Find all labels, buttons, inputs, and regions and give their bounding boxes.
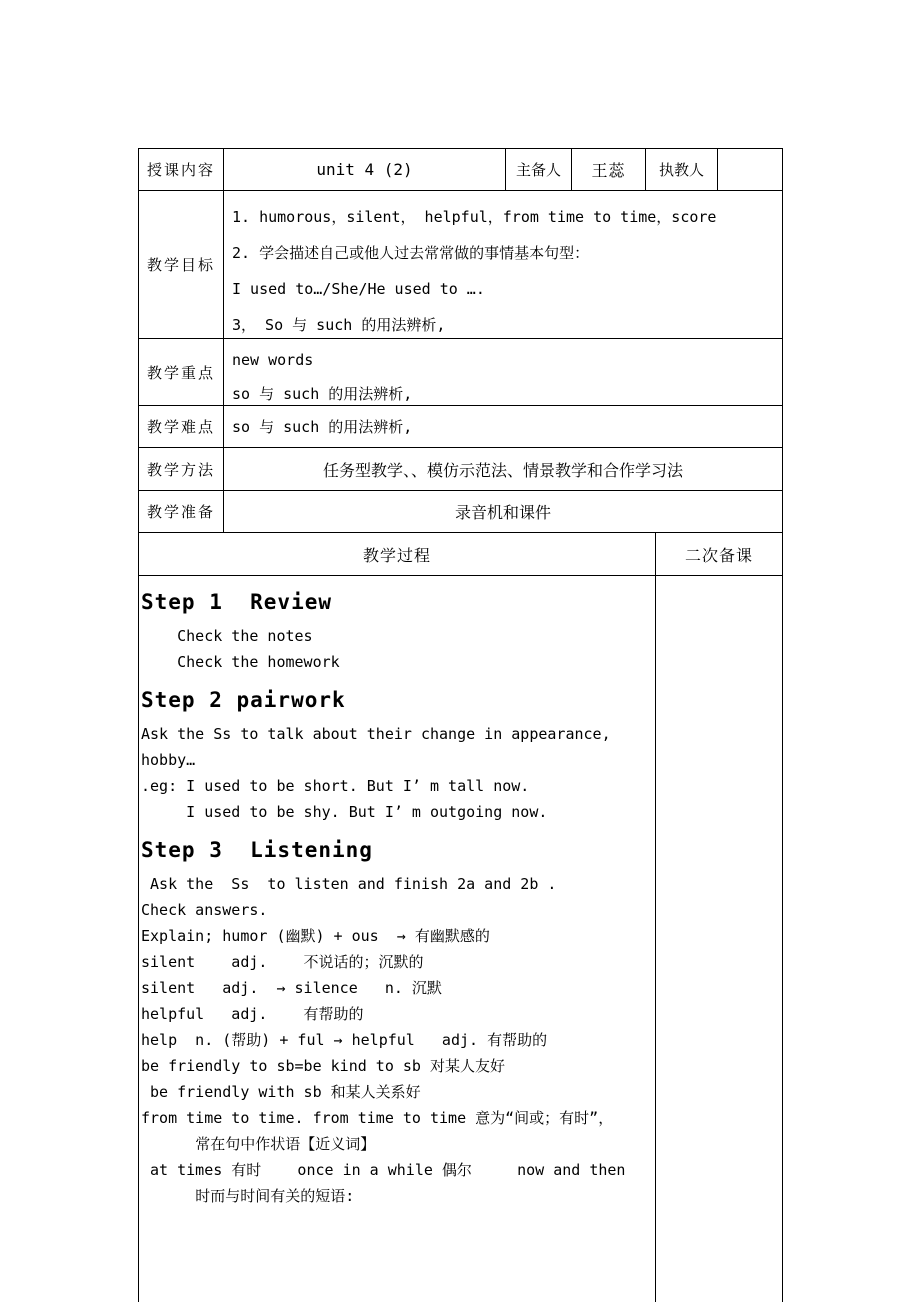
text-line: I used to…/She/He used to …. <box>232 280 485 298</box>
body-line: Check answers. <box>141 901 268 919</box>
preparation-row <box>139 491 783 533</box>
lesson-plan-table <box>138 148 783 1302</box>
main-preparer-name: 王蕊 <box>572 149 646 190</box>
step-heading: Step 1 Review <box>141 590 333 614</box>
main-preparer-label: 主备人 <box>506 149 572 190</box>
text-line: so 与 such 的用法辨析, <box>232 417 413 436</box>
key-points-label: 教学重点 <box>139 339 224 405</box>
process-header-row <box>139 533 783 576</box>
text-line: 2. 学会描述自己或他人过去常常做的事情基本句型： <box>232 244 590 262</box>
methods-row <box>139 448 783 491</box>
lesson-title: unit 4 (2) <box>224 149 506 190</box>
text-line: 1. humorous，silent， helpful，from time to time，score <box>232 208 717 226</box>
instructor-name <box>718 149 783 190</box>
text-line: so 与 such 的用法辨析, <box>232 385 413 403</box>
objectives-label: 教学目标 <box>139 191 224 338</box>
difficult-points-row <box>139 406 783 448</box>
body-line: be friendly with sb 和某人关系好 <box>141 1083 421 1101</box>
body-line: Ask the Ss to talk about their change in appearance, <box>141 725 611 743</box>
body-line: helpful adj. 有帮助的 <box>141 1005 364 1023</box>
body-line: be friendly to sb=be kind to sb 对某人友好 <box>141 1057 505 1075</box>
step-heading: Step 3 Listening <box>141 838 373 862</box>
header-row <box>139 149 783 191</box>
teaching-process-header: 教学过程 <box>139 533 656 575</box>
body-line: Explain; humor (幽默) + ous → 有幽默感的 <box>141 927 490 945</box>
body-line: Check the homework <box>141 653 340 671</box>
body-line: help n. (帮助) + ful → helpful adj. 有帮助的 <box>141 1031 548 1049</box>
methods-label: 教学方法 <box>139 448 224 490</box>
body-line: Check the notes <box>141 627 313 645</box>
teaching-content-label: 授课内容 <box>139 149 224 190</box>
difficult-points-label: 教学难点 <box>139 406 224 447</box>
body-line: silent adj. 不说话的；沉默的 <box>141 953 424 971</box>
key-points-content <box>224 339 783 405</box>
secondary-prep-column <box>656 576 783 1302</box>
objectives-row <box>139 191 783 339</box>
instructor-label: 执教人 <box>646 149 718 190</box>
body-line: hobby… <box>141 751 196 769</box>
step-heading: Step 2 pairwork <box>141 688 346 712</box>
body-line: 时而与时间有关的短语: <box>141 1187 355 1205</box>
difficult-points-content <box>224 406 783 447</box>
process-body-row <box>139 576 783 1302</box>
body-line: Ask the Ss to listen and finish 2a and 2b . <box>141 875 557 893</box>
body-line: .eg: I used to be short. But I’ m tall now. <box>141 777 530 795</box>
body-line: I used to be shy. But I’ m outgoing now. <box>141 803 548 821</box>
objectives-content <box>224 191 783 338</box>
key-points-row <box>139 339 783 406</box>
body-line: at times 有时 once in a while 偶尔 now and then <box>141 1161 626 1179</box>
body-line: from time to time. from time to time 意为“间或；有时”， <box>141 1109 614 1127</box>
methods-content: 任务型教学、、模仿示范法、情景教学和合作学习法 <box>224 448 783 490</box>
secondary-prep-header: 二次备课 <box>656 533 783 575</box>
preparation-label: 教学准备 <box>139 491 224 532</box>
body-line: 常在句中作状语【近义词】 <box>141 1135 376 1153</box>
text-line: 3， So 与 such 的用法辨析, <box>232 316 446 334</box>
body-line: silent adj. → silence n. 沉默 <box>141 979 442 997</box>
text-line: new words <box>232 351 314 369</box>
preparation-content: 录音机和课件 <box>224 491 783 532</box>
teaching-process-body <box>139 576 656 1302</box>
